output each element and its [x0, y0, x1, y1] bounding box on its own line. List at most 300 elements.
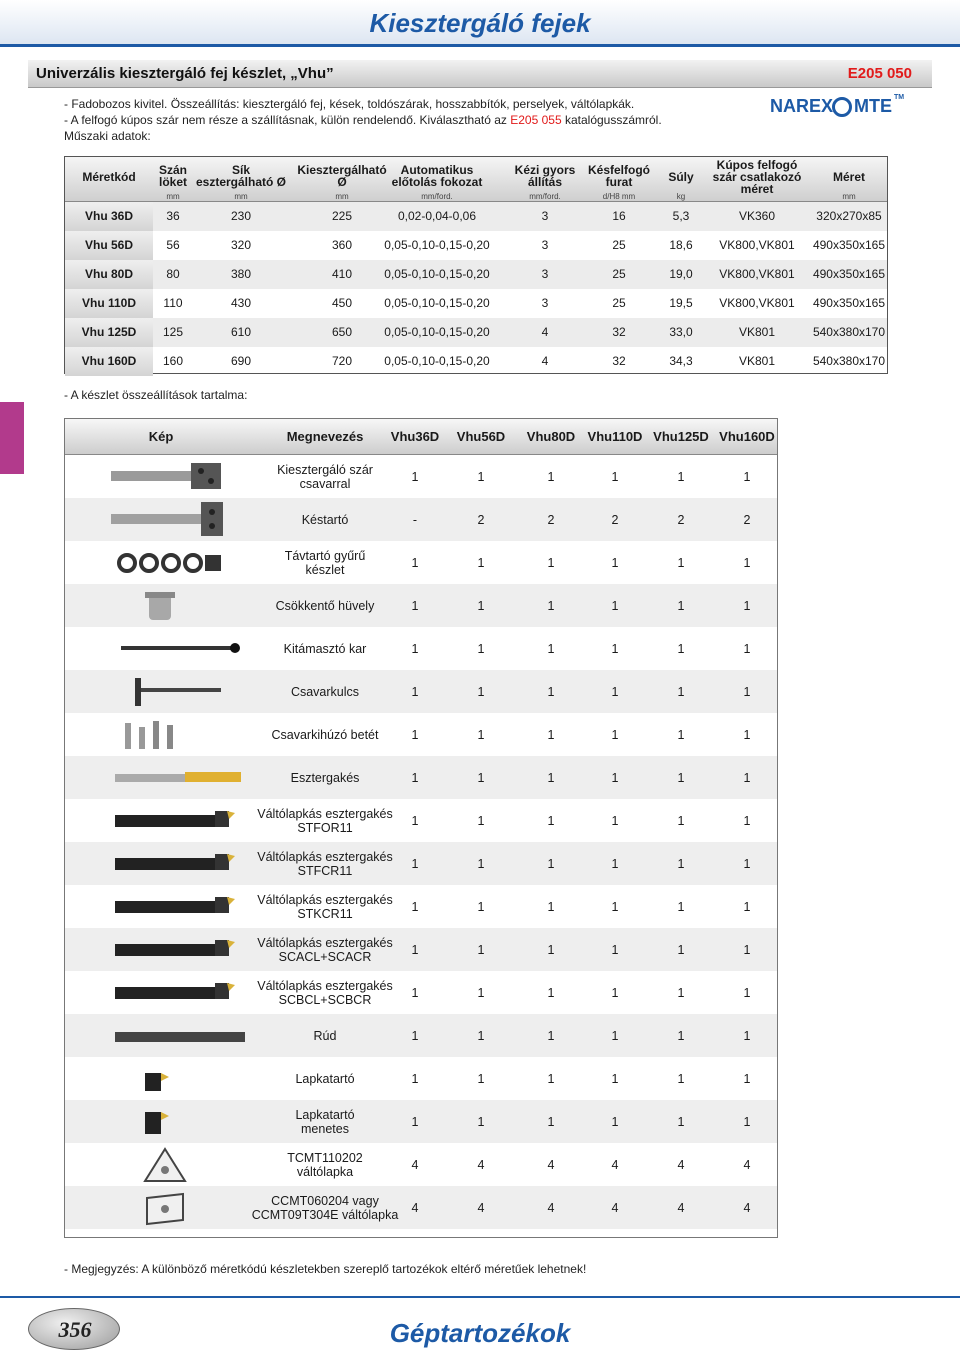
header-cell — [702, 159, 812, 195]
header-line: Kézi gyors — [514, 163, 576, 177]
list-item — [65, 842, 777, 885]
row-cell-bore: 450 — [331, 296, 353, 310]
quantity-cell: 1 — [677, 771, 685, 785]
quantity-cell: 1 — [611, 771, 619, 785]
quantity-cell: 4 — [743, 1201, 751, 1215]
list-item — [65, 799, 777, 842]
item-name-line-1: Kitámasztó kar — [283, 642, 367, 656]
item-name-line-1: Váltólapkás esztergakés — [257, 893, 393, 907]
header-cell — [809, 171, 889, 183]
quantity-cell: 1 — [477, 599, 485, 613]
row-cell-feed: 0,05-0,10-0,15-0,20 — [384, 325, 490, 339]
header-line: löket — [158, 175, 187, 189]
rod-icon — [105, 1014, 245, 1057]
item-name-line-1: Váltólapkás esztergakés — [257, 979, 393, 993]
boring-bar-icon — [105, 455, 245, 498]
row-cell-face: 430 — [230, 296, 252, 310]
quantity-cell: 4 — [611, 1158, 619, 1172]
threaded-insert-holder-icon — [105, 1100, 245, 1143]
quantity-cell: 1 — [547, 642, 555, 656]
item-name — [245, 549, 405, 577]
quantity-cell: 2 — [477, 513, 485, 527]
header-unit: kg — [676, 192, 686, 201]
quantity-cell: 1 — [411, 1115, 419, 1129]
list-item — [65, 627, 777, 670]
column-header: Vhu110D — [587, 429, 643, 444]
list-item — [65, 1057, 777, 1100]
insert-tool-icon — [105, 971, 245, 1014]
row-code: Vhu 36D — [65, 202, 153, 231]
header-cell — [656, 171, 706, 183]
quantity-cell: 1 — [547, 556, 555, 570]
header-cell — [65, 171, 153, 183]
item-name — [245, 893, 405, 921]
quantity-cell: 1 — [677, 556, 685, 570]
row-cell-feed: 0,02-0,04-0,06 — [397, 209, 477, 223]
item-name — [245, 1108, 405, 1136]
list-item — [65, 584, 777, 627]
quantity-cell: 2 — [677, 513, 685, 527]
quantity-cell: 2 — [547, 513, 555, 527]
product-code: E205 050 — [847, 65, 912, 82]
row-code: Vhu 110D — [65, 289, 153, 318]
list-item — [65, 1014, 777, 1057]
item-name-line-1: Késtartó — [301, 513, 349, 527]
quantity-cell: 1 — [611, 556, 619, 570]
reducing-sleeve-icon — [105, 584, 245, 627]
spacer-rings-icon — [105, 541, 245, 584]
item-name — [245, 1194, 405, 1222]
quantity-cell: 1 — [411, 857, 419, 871]
row-cell-feed: 0,05-0,10-0,15-0,20 — [384, 354, 490, 368]
header-unit: mm/ford. — [421, 192, 453, 201]
page-number: 356 — [58, 1317, 92, 1342]
quantity-cell: 1 — [547, 470, 555, 484]
quantity-cell: 1 — [743, 470, 751, 484]
item-name — [245, 1151, 405, 1179]
header-line: Sík — [231, 163, 250, 177]
quantity-cell: 1 — [477, 470, 485, 484]
quantity-cell: 1 — [547, 1072, 555, 1086]
insert-tool-icon — [105, 799, 245, 842]
contents-header — [65, 419, 777, 455]
footer-title: Géptartozékok — [389, 1318, 571, 1348]
row-cell-stroke: 56 — [166, 238, 180, 252]
header-unit: mm — [234, 192, 248, 201]
row-cell-feed: 0,05-0,10-0,15-0,20 — [384, 296, 490, 310]
list-item — [65, 1143, 777, 1186]
row-cell-bore: 720 — [331, 354, 353, 368]
header-line: Szán — [158, 163, 187, 177]
quantity-cell: 1 — [743, 900, 751, 914]
quantity-cell: 1 — [547, 771, 555, 785]
quantity-cell: 4 — [411, 1158, 419, 1172]
quantity-cell: 1 — [677, 685, 685, 699]
rhombic-insert-icon — [105, 1186, 245, 1229]
item-name — [245, 685, 405, 699]
row-code: Vhu 56D — [65, 231, 153, 260]
quantity-cell: 1 — [411, 556, 419, 570]
quantity-cell: 1 — [411, 943, 419, 957]
technical-data-table — [64, 156, 888, 374]
narex-mte-logo: NAREX MTE TM — [770, 94, 905, 116]
table-row — [65, 289, 887, 318]
header-line: Automatikus — [400, 163, 474, 177]
quantity-cell: 1 — [677, 1072, 685, 1086]
header-line: Kúpos felfogó — [716, 158, 798, 172]
item-name-line-2: csavarral — [299, 477, 351, 491]
quantity-cell: 1 — [477, 943, 485, 957]
quantity-cell: 1 — [677, 814, 685, 828]
quantity-cell: 1 — [743, 685, 751, 699]
row-cell-face: 610 — [230, 325, 252, 339]
quantity-cell: 1 — [411, 685, 419, 699]
quantity-cell: 1 — [611, 1072, 619, 1086]
item-name-line-1: Lapkatartó — [295, 1108, 355, 1122]
logo-ring-icon — [832, 97, 852, 117]
quantity-cell: 1 — [477, 771, 485, 785]
row-cell-face: 380 — [230, 267, 252, 281]
row-cell-weight: 34,3 — [669, 354, 693, 368]
t-wrench-icon — [105, 670, 245, 713]
row-cell-taper: VK801 — [738, 325, 776, 339]
quantity-cell: 1 — [411, 642, 419, 656]
list-item — [65, 541, 777, 584]
triangle-insert-icon — [105, 1143, 245, 1186]
quantity-cell: 1 — [611, 599, 619, 613]
header-unit: mm — [335, 192, 349, 201]
row-cell-taper: VK800,VK801 — [719, 296, 795, 310]
quantity-cell: 1 — [611, 943, 619, 957]
quantity-cell: 1 — [743, 814, 751, 828]
title-divider — [0, 44, 960, 47]
item-name — [245, 850, 405, 878]
header-line: esztergálható Ø — [195, 175, 287, 189]
quantity-cell: 1 — [743, 1115, 751, 1129]
row-cell-size: 320x270x85 — [816, 209, 882, 223]
quantity-cell: 1 — [477, 685, 485, 699]
row-cell-size: 490x350x165 — [812, 267, 886, 281]
quantity-cell: 1 — [477, 986, 485, 1000]
header-line: Kiesztergálható — [297, 163, 387, 177]
quantity-cell: 1 — [743, 642, 751, 656]
row-cell-taper: VK801 — [738, 354, 776, 368]
list-item — [65, 928, 777, 971]
insert-tool-icon — [105, 842, 245, 885]
item-name-line-1: Váltólapkás esztergakés — [257, 850, 393, 864]
row-cell-weight: 19,5 — [669, 296, 693, 310]
row-cell-hole: 25 — [612, 267, 626, 281]
row-cell-hole: 32 — [612, 354, 626, 368]
quantity-cell: 1 — [547, 857, 555, 871]
item-name-line-2: SCBCL+SCBCR — [278, 993, 372, 1007]
row-cell-stroke: 80 — [166, 267, 180, 281]
table-header — [65, 157, 887, 202]
list-item — [65, 971, 777, 1014]
item-name-line-1: Csavarkihúzó betét — [271, 728, 379, 742]
quantity-cell: 1 — [411, 1029, 419, 1043]
item-name — [245, 513, 405, 527]
list-item — [65, 670, 777, 713]
row-cell-size: 540x380x170 — [812, 325, 886, 339]
table-row — [65, 202, 887, 231]
quantity-cell: 1 — [411, 1072, 419, 1086]
insert-tool-icon — [105, 885, 245, 928]
quantity-cell: 1 — [611, 685, 619, 699]
list-item — [65, 713, 777, 756]
column-header: Vhu80D — [526, 429, 576, 444]
item-name — [245, 728, 405, 742]
row-cell-face: 690 — [230, 354, 252, 368]
row-cell-feed: 0,05-0,10-0,15-0,20 — [384, 267, 490, 281]
quantity-cell: 4 — [477, 1201, 485, 1215]
quantity-cell: 1 — [743, 943, 751, 957]
quantity-cell: 1 — [411, 728, 419, 742]
item-name-line-2: váltólapka — [296, 1165, 354, 1179]
quantity-cell: 1 — [477, 900, 485, 914]
quantity-cell: 1 — [547, 599, 555, 613]
intro-line-3: Műszaki adatok: — [64, 129, 151, 143]
row-cell-taper: VK800,VK801 — [719, 267, 795, 281]
list-item — [65, 1100, 777, 1143]
header-cell — [382, 164, 492, 188]
row-code: Vhu 160D — [65, 347, 153, 376]
row-cell-bore: 410 — [331, 267, 353, 281]
row-cell-hole: 25 — [612, 238, 626, 252]
row-cell-weight: 5,3 — [672, 209, 690, 223]
item-name-line-1: Váltólapkás esztergakés — [257, 936, 393, 950]
quantity-cell: 1 — [547, 814, 555, 828]
row-cell-stroke: 36 — [166, 209, 180, 223]
quantity-cell: 1 — [611, 1029, 619, 1043]
item-name-line-1: Csavarkulcs — [290, 685, 360, 699]
tool-holder-icon — [105, 498, 245, 541]
header-line: méret — [740, 182, 774, 196]
row-cell-rapid: 3 — [541, 238, 549, 252]
quantity-cell: 1 — [547, 728, 555, 742]
item-name-line-1: Kiesztergáló szár — [277, 463, 373, 477]
quantity-cell: 1 — [547, 1029, 555, 1043]
column-header: Vhu36D — [390, 429, 440, 444]
quantity-cell: 1 — [611, 642, 619, 656]
product-title: Univerzális kiesztergáló fej készlet, „Vhu” — [36, 65, 334, 82]
quantity-cell: 1 — [411, 814, 419, 828]
contents-table — [64, 418, 778, 1238]
row-cell-weight: 33,0 — [669, 325, 693, 339]
header-unit: d/H8 mm — [602, 192, 636, 201]
quantity-cell: 4 — [677, 1158, 685, 1172]
header-unit: mm — [842, 192, 856, 201]
quantity-cell: 1 — [477, 1072, 485, 1086]
quantity-cell: - — [412, 513, 418, 527]
quantity-cell: 1 — [477, 728, 485, 742]
column-header: Vhu160D — [719, 429, 775, 444]
header-unit: mm/ford. — [529, 192, 561, 201]
item-name-line-2: STFCR11 — [297, 864, 353, 878]
intro-text — [64, 96, 662, 144]
quantity-cell: 1 — [743, 771, 751, 785]
quantity-cell: 1 — [411, 599, 419, 613]
row-cell-hole: 25 — [612, 296, 626, 310]
quantity-cell: 1 — [743, 728, 751, 742]
row-cell-stroke: 125 — [162, 325, 184, 339]
row-cell-rapid: 3 — [541, 296, 549, 310]
item-name — [245, 807, 405, 835]
item-name-line-1: Esztergakés — [290, 771, 360, 785]
row-cell-stroke: 110 — [163, 296, 183, 310]
quantity-cell: 1 — [477, 814, 485, 828]
header-cell — [505, 164, 585, 188]
item-name-line-2: SCACL+SCACR — [278, 950, 372, 964]
item-name-line-1: Váltólapkás esztergakés — [257, 807, 393, 821]
quantity-cell: 1 — [677, 857, 685, 871]
row-code: Vhu 80D — [65, 260, 153, 289]
row-cell-size: 490x350x165 — [812, 296, 886, 310]
table-row — [65, 260, 887, 289]
column-header: Vhu56D — [456, 429, 506, 444]
list-item — [65, 455, 777, 498]
quantity-cell: 1 — [743, 857, 751, 871]
support-arm-icon — [105, 627, 245, 670]
header-cell — [186, 164, 296, 188]
quantity-cell: 1 — [677, 943, 685, 957]
quantity-cell: 1 — [677, 1029, 685, 1043]
item-name-line-1: Csökkentő hüvely — [275, 599, 375, 613]
quantity-cell: 1 — [677, 599, 685, 613]
item-name — [245, 1029, 405, 1043]
row-cell-face: 230 — [230, 209, 252, 223]
quantity-cell: 1 — [411, 470, 419, 484]
lathe-tool-icon — [105, 756, 245, 799]
quantity-cell: 1 — [677, 728, 685, 742]
list-item — [65, 756, 777, 799]
column-header: Megnevezés — [286, 429, 364, 444]
row-code: Vhu 125D — [65, 318, 153, 347]
list-item — [65, 498, 777, 541]
intro-line-1: - Fadobozos kivitel. Összeállítás: kiesztergáló fej, kések, toldószárak, hosszabbítók, perselyek, váltólapkák. — [64, 97, 635, 111]
quantity-cell: 1 — [677, 642, 685, 656]
quantity-cell: 4 — [547, 1158, 555, 1172]
quantity-cell: 1 — [677, 1115, 685, 1129]
row-cell-rapid: 3 — [541, 267, 549, 281]
row-cell-taper: VK360 — [738, 209, 776, 223]
item-name-line-2: készlet — [305, 563, 345, 577]
quantity-cell: 2 — [743, 513, 751, 527]
row-cell-feed: 0,05-0,10-0,15-0,20 — [384, 238, 490, 252]
quantity-cell: 1 — [477, 642, 485, 656]
row-cell-bore: 360 — [331, 238, 353, 252]
header-unit: mm — [166, 192, 180, 201]
quantity-cell: 4 — [477, 1158, 485, 1172]
item-name-line-1: Lapkatartó — [295, 1072, 355, 1086]
list-item — [65, 885, 777, 928]
quantity-cell: 2 — [611, 513, 619, 527]
column-header: Vhu125D — [653, 429, 709, 444]
header-line: Ø — [337, 175, 347, 189]
column-header: Kép — [148, 429, 174, 444]
screw-bits-icon — [105, 713, 245, 756]
quantity-cell: 4 — [547, 1201, 555, 1215]
row-cell-face: 320 — [230, 238, 252, 252]
item-name — [245, 979, 405, 1007]
item-name — [245, 599, 405, 613]
row-cell-bore: 650 — [331, 325, 353, 339]
row-cell-size: 540x380x170 — [812, 354, 886, 368]
header-line: furat — [605, 175, 633, 189]
quantity-cell: 1 — [677, 986, 685, 1000]
insert-holder-icon — [105, 1057, 245, 1100]
quantity-cell: 1 — [743, 1072, 751, 1086]
quantity-cell: 1 — [547, 900, 555, 914]
header-line: Méret — [832, 170, 865, 184]
header-line: állítás — [527, 175, 563, 189]
row-cell-bore: 225 — [331, 209, 353, 223]
table-row — [65, 318, 887, 347]
quantity-cell: 1 — [547, 685, 555, 699]
item-name — [245, 1072, 405, 1086]
header-line: Késfelfogó — [587, 163, 650, 177]
quantity-cell: 1 — [477, 1029, 485, 1043]
quantity-cell: 4 — [611, 1201, 619, 1215]
footer-divider — [0, 1296, 960, 1298]
insert-tool-icon — [105, 928, 245, 971]
quantity-cell: 1 — [611, 728, 619, 742]
quantity-cell: 1 — [743, 986, 751, 1000]
row-cell-hole: 32 — [612, 325, 626, 339]
item-name-line-2: STKCR11 — [297, 907, 353, 921]
intro-line-2: - A felfogó kúpos szár nem része a szállításnak, külön rendelendő. Kiválasztható az E205 055 katalógusszámról. — [64, 113, 662, 127]
quantity-cell: 1 — [677, 470, 685, 484]
table-row — [65, 347, 887, 376]
row-cell-taper: VK800,VK801 — [719, 238, 795, 252]
item-name-line-2: CCMT09T304E váltólapka — [251, 1208, 399, 1222]
quantity-cell: 1 — [611, 470, 619, 484]
list-item — [65, 1186, 777, 1229]
catalog-link[interactable]: E205 055 — [510, 113, 562, 127]
item-name — [245, 771, 405, 785]
row-cell-rapid: 4 — [541, 354, 549, 368]
quantity-cell: 4 — [743, 1158, 751, 1172]
quantity-cell: 4 — [677, 1201, 685, 1215]
quantity-cell: 1 — [411, 771, 419, 785]
quantity-cell: 1 — [547, 1115, 555, 1129]
quantity-cell: 1 — [611, 900, 619, 914]
quantity-cell: 1 — [411, 900, 419, 914]
item-name-line-1: Rúd — [313, 1029, 337, 1043]
quantity-cell: 1 — [743, 599, 751, 613]
header-line: Méretkód — [82, 170, 136, 184]
row-cell-stroke: 160 — [162, 354, 184, 368]
quantity-cell: 1 — [477, 556, 485, 570]
item-name-line-1: Távtartó gyűrű — [284, 549, 366, 563]
quantity-cell: 4 — [411, 1201, 419, 1215]
quantity-cell: 1 — [477, 857, 485, 871]
footnote: - Megjegyzés: A különböző méretkódú készletekben szereplő tartozékok eltérő méretűek lehetnek! — [64, 1262, 587, 1276]
product-bar — [28, 60, 932, 88]
item-name-line-2: menetes — [301, 1122, 349, 1136]
row-cell-hole: 16 — [612, 209, 626, 223]
header-line: szár csatlakozó — [712, 170, 802, 184]
quantity-cell: 1 — [547, 986, 555, 1000]
page-title: Kiesztergáló fejek — [369, 8, 591, 38]
item-name — [245, 936, 405, 964]
quantity-cell: 1 — [611, 1115, 619, 1129]
quantity-cell: 1 — [611, 986, 619, 1000]
quantity-cell: 1 — [743, 1029, 751, 1043]
section-label: - A készlet összeállítások tartalma: — [64, 388, 248, 402]
quantity-cell: 1 — [411, 986, 419, 1000]
header-line: Súly — [668, 170, 694, 184]
